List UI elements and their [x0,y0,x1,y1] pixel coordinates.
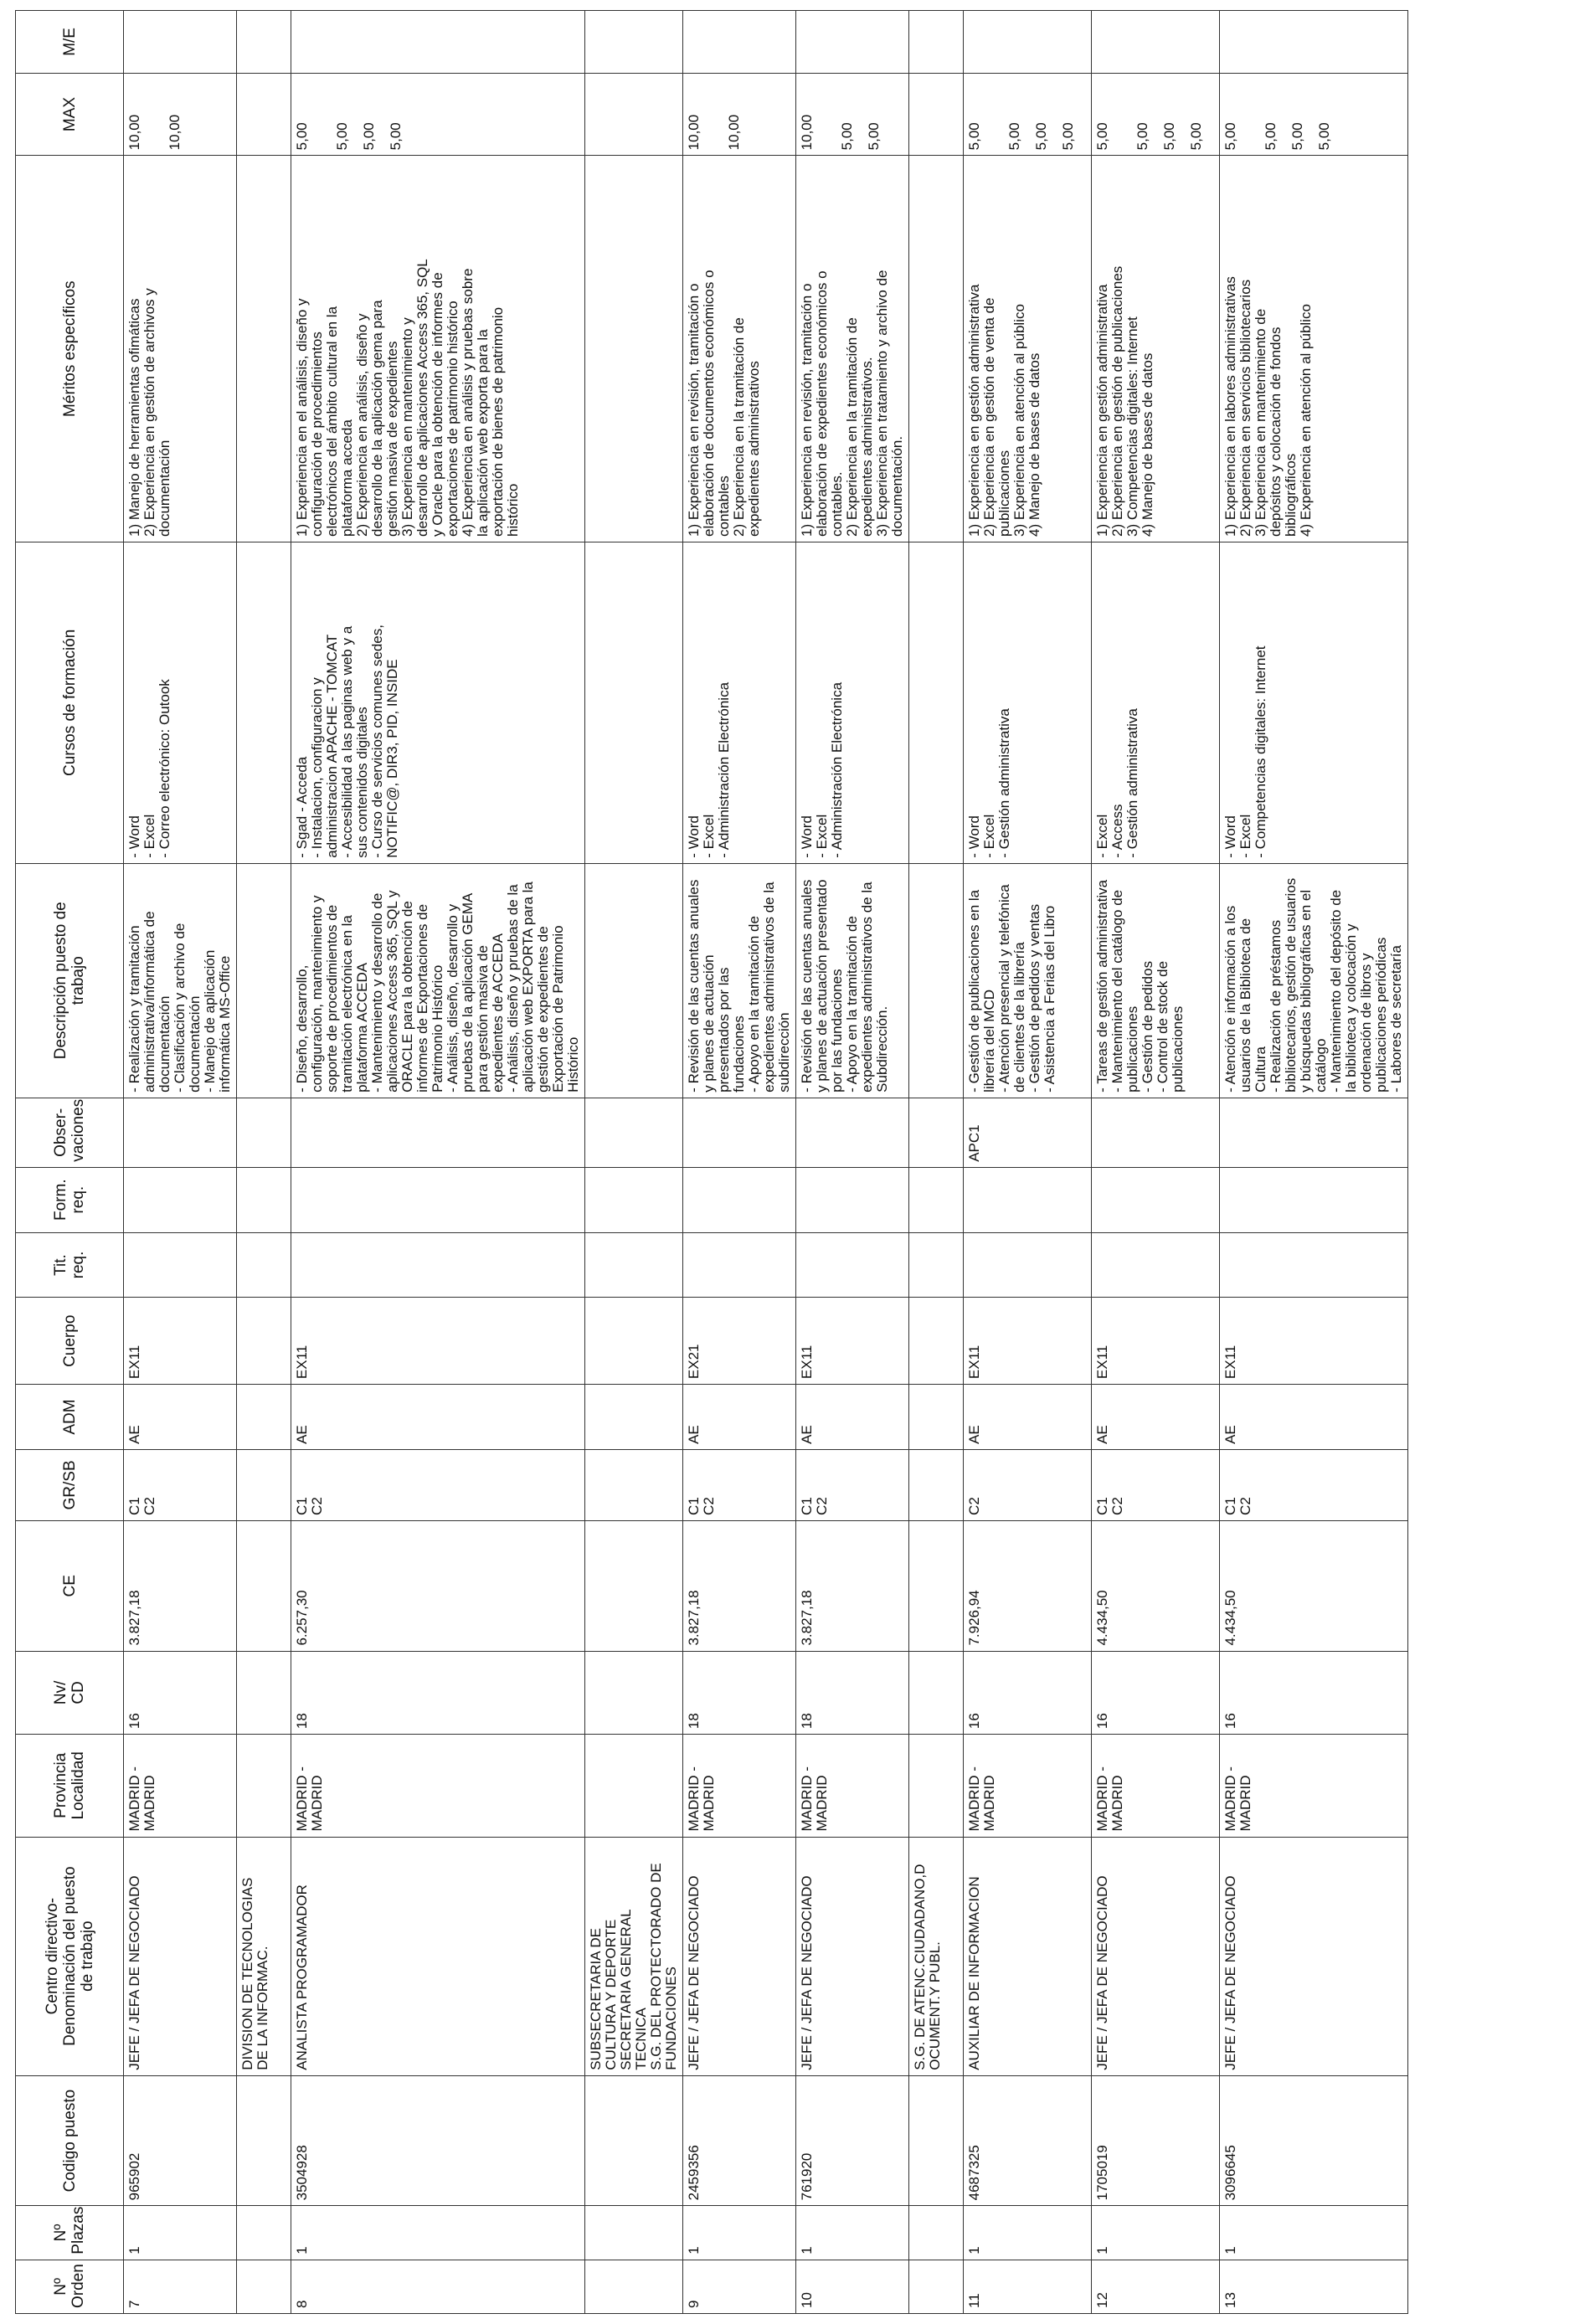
cell-tit [291,1232,585,1298]
cell-adm: AE [683,1385,796,1450]
cell-orden: 11 [964,2260,1092,2313]
cell-adm: AE [1220,1385,1408,1450]
cell-ce: 6.257,30 [291,1520,585,1651]
table-row [683,11,796,2314]
cell-me [1092,11,1220,74]
header-row [16,11,124,2314]
cell-cursos: - Word - Excel - Gestión administrativa [964,542,1092,863]
cell-form [796,1167,909,1232]
cell-meritos: 1) Experiencia en gestión administrativa 2) Experiencia en gestión de publicaciones 3) Competencias digitales: Internet 4) Manejo de bases de datos [1092,156,1220,542]
cell-me [124,11,237,74]
cell-max [124,73,237,156]
cell-provincia: MADRID - MADRID [291,1735,585,1837]
cell-provincia: MADRID - MADRID [683,1735,796,1837]
cell-codigo: 1705019 [1092,2075,1220,2206]
unit-heading-row [237,11,291,2314]
cell-codigo: 2459356 [683,2075,796,2206]
cell-orden: 12 [1092,2260,1220,2313]
cell-max [964,73,1092,156]
cell-nivel: 18 [796,1651,909,1735]
header-ce: CE [16,1520,124,1651]
cell-max [796,73,909,156]
cell-grupo: C1 C2 [124,1449,237,1520]
max-value: 5,00 [1316,122,1332,151]
max-value: 5,00 [866,122,882,151]
cell-grupo: C1 C2 [291,1449,585,1520]
header-nivel: Nv/ CD [16,1651,124,1735]
cell-plazas: 1 [1092,2206,1220,2260]
cell-codigo: 761920 [796,2075,909,2206]
unit-heading-row [585,11,683,2314]
table-row [124,11,237,2314]
cell-cuerpo: EX11 [1092,1298,1220,1385]
max-value: 5,00 [1222,122,1238,151]
cell-codigo: 4687325 [964,2075,1092,2206]
max-value: 10,00 [686,114,702,151]
cell-descripcion: - Tareas de gestión administrativa - Mantenimiento del catálogo de publicaciones - Gestión de pedidos - Control de stock de publicaciones [1092,863,1220,1098]
cell-provincia: MADRID - MADRID [964,1735,1092,1837]
cell-grupo: C1 C2 [683,1449,796,1520]
header-max: MAX [16,73,124,156]
cell-codigo: 965902 [124,2075,237,2206]
cell-form [1220,1167,1408,1232]
cell-plazas: 1 [796,2206,909,2260]
header-meritos: Méritos específicos [16,156,124,542]
max-value: 5,00 [1033,122,1049,151]
cell-adm: AE [124,1385,237,1450]
cell-meritos: 1) Manejo de herramientas ofimáticas 2) Experiencia en gestión de archivos y documentación [124,156,237,542]
cell-nivel: 16 [124,1651,237,1735]
unit-heading: S.G. DE ATENC.CIUDADANO,D OCUMENT.Y PUBL. [912,1864,943,2070]
cell-ce: 4.434,50 [1092,1520,1220,1651]
cell-nivel: 16 [964,1651,1092,1735]
cell-orden: 7 [124,2260,237,2313]
cell-centro: JEFE / JEFA DE NEGOCIADO [124,1837,237,2075]
max-value: 5,00 [1060,122,1076,151]
cell-cuerpo: EX11 [1220,1298,1408,1385]
cell-plazas: 1 [124,2206,237,2260]
cell-cursos: - Word - Excel - Administración Electrónica [683,542,796,863]
cell-meritos: 1) Experiencia en revisión, tramitación o elaboración de documentos económicos o contables 2) Experiencia en la tramitación de expedientes administrativos [683,156,796,542]
cell-form [1092,1167,1220,1232]
cell-descripcion: - Revisión de las cuentas anuales y planes de actuación presentado por las fundaciones - Apoyo en la tramitación de expedientes administrativos de la Subdirección. [796,863,909,1098]
cell-cuerpo: EX11 [124,1298,237,1385]
cell-obs [1220,1098,1408,1167]
cell-max [683,73,796,156]
cell-form [683,1167,796,1232]
cell-max [1220,73,1408,156]
cell-orden: 10 [796,2260,909,2313]
max-value: 5,00 [361,122,377,151]
cell-grupo: C1 C2 [1092,1449,1220,1520]
cell-provincia: MADRID - MADRID [1220,1735,1408,1837]
header-descripcion: Descripción puesto de trabajo [16,863,124,1098]
cell-cuerpo: EX11 [291,1298,585,1385]
cell-max [1092,73,1220,156]
header-plazas: Nº Plazas [16,2206,124,2260]
cell-cursos: - Word - Excel - Correo electrónico: Outook [124,542,237,863]
max-value: 5,00 [1161,122,1177,151]
header-adm: ADM [16,1385,124,1450]
cell-obs [291,1098,585,1167]
header-me: M/E [16,11,124,74]
unit-heading-row [909,11,964,2314]
cell-meritos: 1) Experiencia en labores administrativas 2) Experiencia en servicios bibliotecarios 3) Experiencia en mantenimiento de depósitos y colocación de fondos bibliográficos 4) Experiencia en atención al público [1220,156,1408,542]
unit-heading: DIVISION DE TECNOLOGIAS DE LA INFORMAC. [239,1877,270,2070]
max-value: 5,00 [334,122,350,151]
cell-codigo: 3096645 [1220,2075,1408,2206]
header-tit: Tit. req. [16,1232,124,1298]
max-value: 5,00 [1263,122,1279,151]
max-value: 5,00 [1094,122,1110,151]
cell-tit [964,1232,1092,1298]
cell-me [964,11,1092,74]
header-orden: Nº Orden [16,2260,124,2313]
cell-grupo: C1 C2 [1220,1449,1408,1520]
cell-adm: AE [796,1385,909,1450]
cell-cuerpo: EX11 [964,1298,1092,1385]
cell-tit [796,1232,909,1298]
cell-tit [124,1232,237,1298]
cell-meritos: 1) Experiencia en el análisis, diseño y configuración de procedimientos electrónicos del ámbito cultural en la plataforma acceda 2) Experiencia en análisis, diseño y desarrollo de la aplicación gema para gestión masiva de expedientes 3) Experiencia en mantenimiento y desarrollo de aplicaciones Access 365, SQL y Oracle para la obtención de informes de exportaciones de patrimonio histórico 4) Experiencia en análisis y pruebas sobre la aplicación web exporta para la exportación de bienes de patrimonio histórico [291,156,585,542]
cell-me [1220,11,1408,74]
cell-provincia: MADRID - MADRID [796,1735,909,1837]
cell-adm: AE [291,1385,585,1450]
cell-meritos: 1) Experiencia en gestión administrativa 2) Experiencia en gestión de venta de publicaciones 3) Experiencia en atención al público 4) Manejo de bases de datos [964,156,1092,542]
cell-obs [796,1098,909,1167]
cell-provincia: MADRID - MADRID [124,1735,237,1837]
cell-form [291,1167,585,1232]
cell-cursos: - Sgad - Acceda - Instalacion, configuracion y administracion APACHE - TOMCAT - Accesibilidad a las paginas web y a sus contenidos digitales - Curso de servicios comunes sedes, NOTIFIC@, DIR3, PID, INSIDE [291,542,585,863]
cell-plazas: 1 [291,2206,585,2260]
cell-max [291,73,585,156]
cell-orden: 13 [1220,2260,1408,2313]
cell-tit [683,1232,796,1298]
cell-form [124,1167,237,1232]
cell-centro: ANALISTA PROGRAMADOR [291,1837,585,2075]
max-value: 10,00 [126,114,142,151]
cell-descripcion: - Diseño, desarrollo, configuración, mantenimiento y soporte de procedimientos de tramitación electrónica en la plataforma ACCEDA - Mantenimiento y desarrollo de aplicaciones Access 365, SQL y ORACLE para la obtención de informes de Exportaciones de Patrimonio Histórico - Análisis, diseño, desarrollo y pruebas de la aplicación GEMA para gestión masiva de expedientes de ACCEDA - Análisis, diseño y pruebas de la aplicación web EXPORTA para la gestión de expedientes de Exportación de Patrimonio Histórico [291,863,585,1098]
max-value: 10,00 [167,114,183,151]
max-value: 5,00 [966,122,982,151]
cell-plazas: 1 [683,2206,796,2260]
header-form: Form. req. [16,1167,124,1232]
max-value: 5,00 [1289,122,1305,151]
header-provincia: Provincia Localidad [16,1735,124,1837]
cell-cuerpo: EX21 [683,1298,796,1385]
unit-heading: S.G. DEL PROTECTORADO DE FUNDACIONES [648,1863,679,2070]
max-value: 10,00 [726,114,742,151]
max-value: 5,00 [839,122,855,151]
cell-ce: 3.827,18 [683,1520,796,1651]
cell-cursos: - Word - Excel - Competencias digitales: Internet [1220,542,1408,863]
cell-adm: AE [964,1385,1092,1450]
header-centro: Centro directivo- Denominación del puesto de trabajo [16,1837,124,2075]
header-cursos: Cursos de formación [16,542,124,863]
header-codigo: Codigo puesto [16,2075,124,2206]
cell-cursos: - Word - Excel - Administración Electrónica [796,542,909,863]
cell-meritos: 1) Experiencia en revisión, tramitación o elaboración de expedientes económicos o contables. 2) Experiencia en la tramitación de expedientes administrativos. 3) Experiencia en tratamiento y archivo de documentación. [796,156,909,542]
cell-cursos: - Excel - Access - Gestión administrativa [1092,542,1220,863]
cell-adm: AE [1092,1385,1220,1450]
cell-ce: 7.926,94 [964,1520,1092,1651]
table-row [1220,11,1408,2314]
max-value: 5,00 [1006,122,1022,151]
cell-nivel: 16 [1092,1651,1220,1735]
cell-nivel: 16 [1220,1651,1408,1735]
max-value: 5,00 [388,122,404,151]
max-value: 10,00 [799,114,815,151]
cell-centro: AUXILIAR DE INFORMACION [964,1837,1092,2075]
cell-tit [1092,1232,1220,1298]
cell-obs [683,1098,796,1167]
cell-form [964,1167,1092,1232]
cell-centro: JEFE / JEFA DE NEGOCIADO [683,1837,796,2075]
cell-grupo: C2 [964,1449,1092,1520]
cell-nivel: 18 [291,1651,585,1735]
cell-descripcion: - Realización y tramitación administrativa/informática de documentación - Clasificación y archivo de documentación - Manejo de aplicación informática MS-Office [124,863,237,1098]
cell-descripcion: - Atención e información a los usuarios de la Biblioteca de Cultura - Realización de préstamos bibliotecarios, gestión de usuarios y búsquedas bibliográficas en el catálogo - Mantenimiento del depósito de la biblioteca y colocación y ordenación de libros y publicaciones periódicas - Labores de secretaría [1220,863,1408,1098]
cell-me [683,11,796,74]
cell-ce: 4.434,50 [1220,1520,1408,1651]
max-value: 5,00 [1135,122,1150,151]
cell-descripcion: - Gestión de publicaciones en la librería del MCD - Atención presencial y telefónica de clientes de la librería - Gestión de pedidos y ventas - Asistencia a Ferias del Libro [964,863,1092,1098]
cell-cuerpo: EX11 [796,1298,909,1385]
table-row [291,11,585,2314]
header-obs: Obser- vaciones [16,1098,124,1167]
cell-ce: 3.827,18 [124,1520,237,1651]
cell-codigo: 3504928 [291,2075,585,2206]
cell-obs [1092,1098,1220,1167]
header-grupo: GR/SB [16,1449,124,1520]
table-row [964,11,1092,2314]
header-cuerpo: Cuerpo [16,1298,124,1385]
cell-centro: JEFE / JEFA DE NEGOCIADO [1220,1837,1408,2075]
cell-obs: APC1 [964,1098,1092,1167]
cell-me [291,11,585,74]
cell-orden: 9 [683,2260,796,2313]
max-value: 5,00 [294,122,310,151]
max-value: 5,00 [1188,122,1204,151]
unit-heading: SUBSECRETARIA DE CULTURA Y DEPORTE SECRETARIA GENERAL TECNICA [588,1909,649,2070]
cell-orden: 8 [291,2260,585,2313]
cell-plazas: 1 [964,2206,1092,2260]
table-row [1092,11,1220,2314]
cell-ce: 3.827,18 [796,1520,909,1651]
cell-centro: JEFE / JEFA DE NEGOCIADO [1092,1837,1220,2075]
table-row [796,11,909,2314]
cell-nivel: 18 [683,1651,796,1735]
cell-obs [124,1098,237,1167]
positions-table [15,10,1408,2314]
cell-me [796,11,909,74]
cell-descripcion: - Revisión de las cuentas anuales y planes de actuación presentados por las fundaciones - Apoyo en la tramitación de expedientes administrativos de la subdirección [683,863,796,1098]
cell-grupo: C1 C2 [796,1449,909,1520]
cell-tit [1220,1232,1408,1298]
cell-plazas: 1 [1220,2206,1408,2260]
cell-provincia: MADRID - MADRID [1092,1735,1220,1837]
cell-centro: JEFE / JEFA DE NEGOCIADO [796,1837,909,2075]
